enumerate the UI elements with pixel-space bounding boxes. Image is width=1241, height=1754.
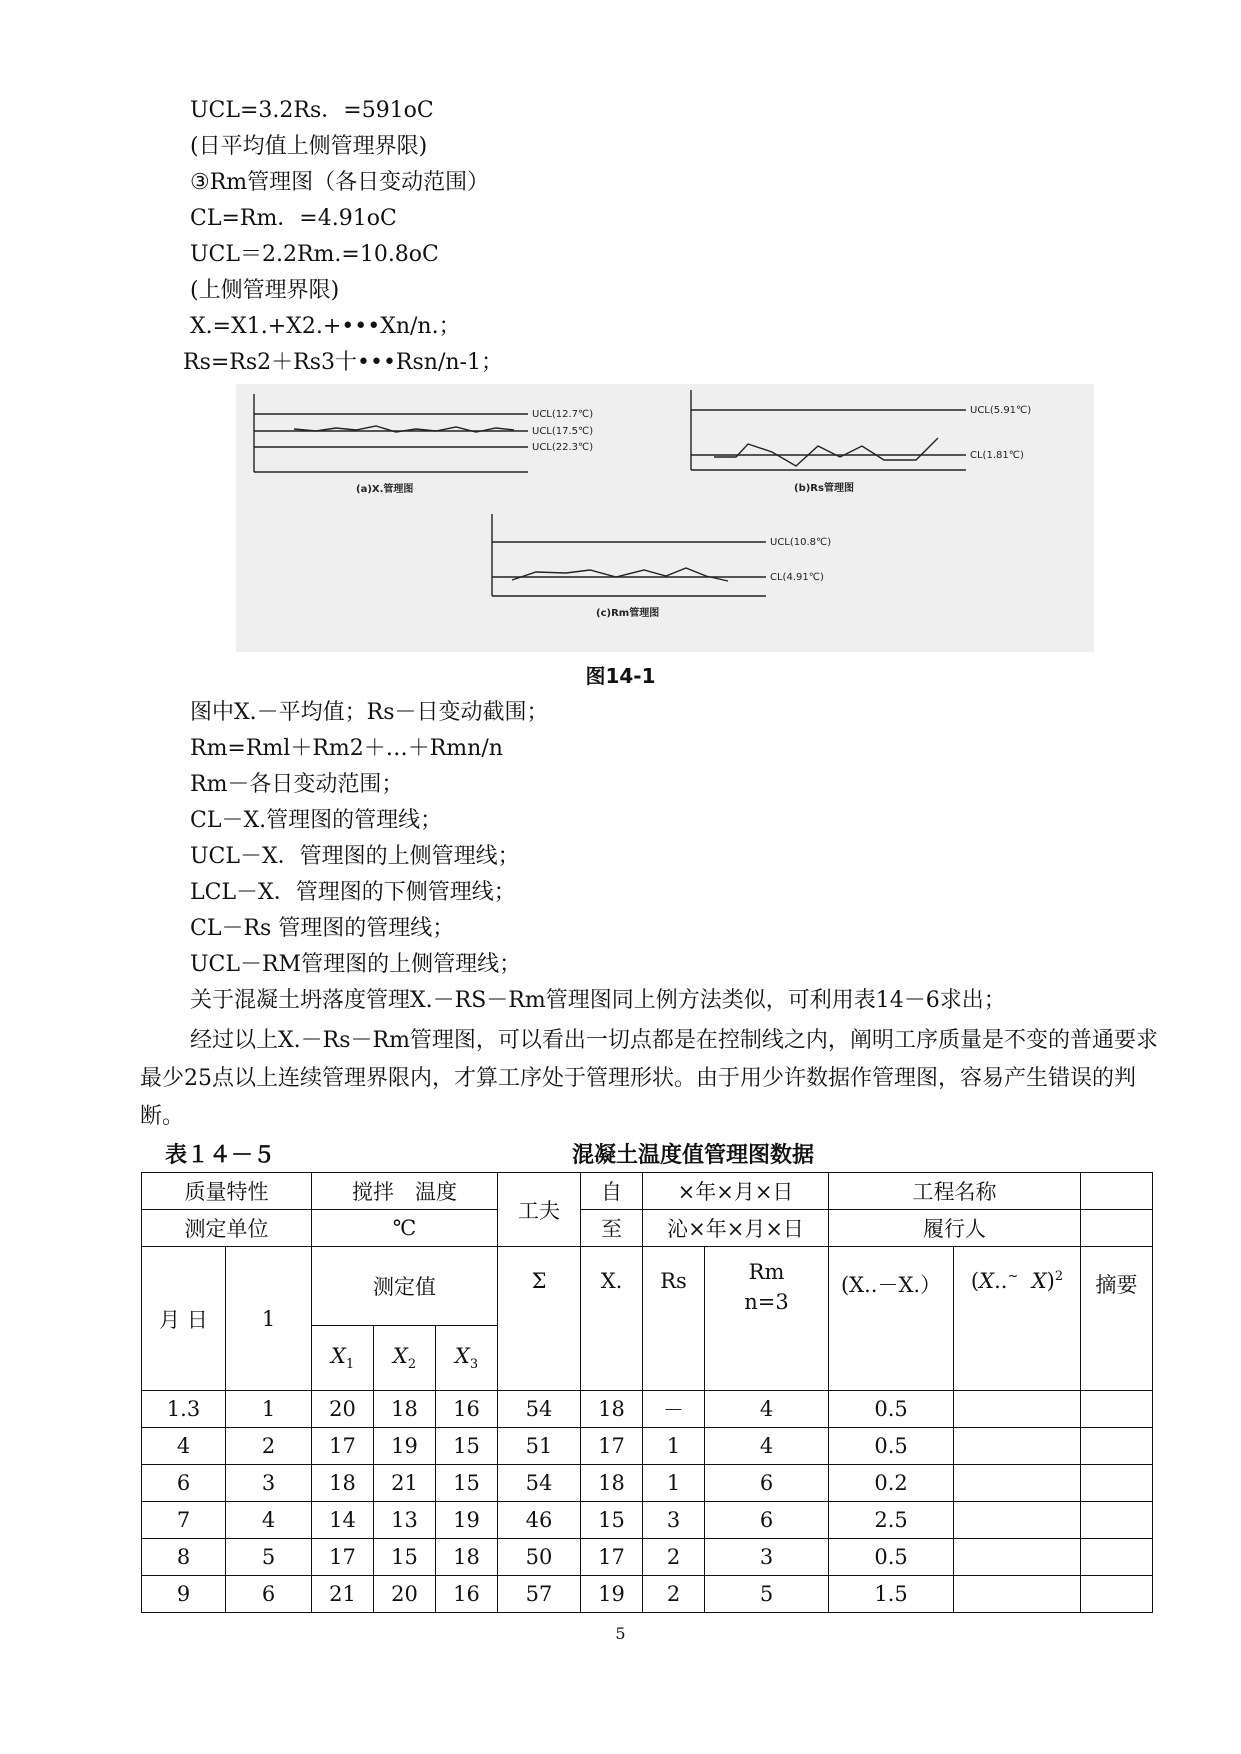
figure-14-1 (236, 384, 1094, 652)
cell-rs: 1 (643, 1465, 705, 1502)
cell-sq (954, 1465, 1081, 1502)
chart-c-label-2: CL(4.91℃) (770, 572, 824, 583)
cell-x1: 21 (312, 1576, 374, 1613)
header-measured-values: 测定值 (312, 1247, 498, 1326)
cell-rs: 1 (643, 1428, 705, 1465)
header-x1: $X_1$ (312, 1326, 374, 1391)
cell-sum: 54 (498, 1465, 581, 1502)
cell-x3: 15 (436, 1465, 498, 1502)
cell-x2: 15 (374, 1539, 436, 1576)
cell-rs: 2 (643, 1539, 705, 1576)
cell-remark (1081, 1391, 1153, 1428)
formula-line: (日平均值上侧管理界限) (190, 134, 428, 159)
header-x3: $X_3$ (436, 1326, 498, 1391)
cell-x3: 16 (436, 1576, 498, 1613)
cell-x2: 20 (374, 1576, 436, 1613)
cell-diff: 0.5 (829, 1391, 954, 1428)
cell-date: 1.3 (142, 1391, 226, 1428)
header-gongfu: 工夫 (498, 1173, 581, 1247)
cell-diff: 0.2 (829, 1465, 954, 1502)
cell-rs: 2 (643, 1576, 705, 1613)
table-row (142, 1502, 1153, 1539)
header-performer: 履行人 (829, 1210, 1081, 1247)
cell-date: 9 (142, 1576, 226, 1613)
cell-sq (954, 1539, 1081, 1576)
header-from-date: ×年×月×日 (643, 1173, 829, 1210)
cell-no: 2 (226, 1428, 312, 1465)
chart-c-caption: (c)Rm管理图 (596, 608, 660, 619)
chart-b-caption: (b)Rs管理图 (794, 483, 854, 494)
page-number: 5 (615, 1624, 626, 1643)
cell-x1: 18 (312, 1465, 374, 1502)
table-row (142, 1576, 1153, 1613)
summary-paragraph: 经过以上X.－Rs－Rm管理图，可以看出一切点都是在控制线之内，阐明工序质量是不变的普通要求最少25点以上连续管理界限内，才算工序处于管理形状。由于用少许数据作管理图，容易产生错误的判断。 (140, 1028, 1158, 1129)
header-remark: 摘要 (1081, 1247, 1153, 1391)
sq-tilde: ~ (1007, 1269, 1019, 1284)
cell-xbar: 15 (581, 1502, 643, 1539)
header-x-mean: X. (581, 1247, 643, 1391)
chart-a-label-1: UCL(12.7℃) (532, 409, 594, 420)
table-row (142, 1428, 1153, 1465)
cell-remark (1081, 1539, 1153, 1576)
header-blank-1 (1081, 1173, 1153, 1210)
cell-x2: 21 (374, 1465, 436, 1502)
text-line: LCL－X．管理图的下侧管理线； (190, 880, 516, 905)
header-rm (705, 1247, 829, 1391)
cell-no: 4 (226, 1502, 312, 1539)
cell-date: 6 (142, 1465, 226, 1502)
table-body (142, 1391, 1153, 1613)
temperature-control-table (141, 1172, 1153, 1613)
cell-x1: 14 (312, 1502, 374, 1539)
cell-x2: 19 (374, 1428, 436, 1465)
header-project-name: 工程名称 (829, 1173, 1081, 1210)
header-blank-2 (1081, 1210, 1153, 1247)
text-line: 图中X.－平均值；Rs－日变动截围； (190, 700, 549, 725)
header-month-day: 月 日 (142, 1247, 226, 1391)
formula-line: UCL＝2.2Rm.=10.8oC (190, 242, 439, 267)
cell-sum: 57 (498, 1576, 581, 1613)
header-unit-value: ℃ (312, 1210, 498, 1247)
chart-b-series-line (714, 438, 938, 466)
cell-rs: 3 (643, 1502, 705, 1539)
cell-x3: 16 (436, 1391, 498, 1428)
text-line: 关于混凝土坍落度管理X.－RS－Rm管理图同上例方法类似，可利用表14－6求出； (190, 988, 1006, 1013)
cell-no: 3 (226, 1465, 312, 1502)
cell-diff: 0.5 (829, 1539, 954, 1576)
cell-x3: 15 (436, 1428, 498, 1465)
sq-x2: X (1031, 1269, 1047, 1293)
chart-a-label-3: UCL(22.3℃) (532, 442, 594, 453)
formula-line: CL=Rm．=4.91oC (190, 206, 397, 231)
cell-remark (1081, 1465, 1153, 1502)
table-row (142, 1391, 1153, 1428)
header-rm-label: Rm (748, 1260, 785, 1284)
header-sum: Σ (498, 1247, 581, 1391)
formula-line: X.=X1.+X2.+•••Xn/n.； (190, 314, 461, 339)
cell-xbar: 17 (581, 1539, 643, 1576)
cell-sum: 51 (498, 1428, 581, 1465)
text-line: Rm－各日变动范围； (190, 772, 404, 797)
chart-c-series-line (512, 568, 728, 581)
header-mix-temperature: 搅拌 温度 (312, 1173, 498, 1210)
cell-rm: 5 (705, 1576, 829, 1613)
cell-date: 4 (142, 1428, 226, 1465)
cell-x2: 13 (374, 1502, 436, 1539)
chart-b-label-1: UCL(5.91℃) (970, 405, 1032, 416)
cell-sum: 50 (498, 1539, 581, 1576)
header-to: 至 (581, 1210, 643, 1247)
cell-rm: 6 (705, 1465, 829, 1502)
cell-rs: － (643, 1391, 705, 1428)
cell-rm: 4 (705, 1391, 829, 1428)
cell-no: 5 (226, 1539, 312, 1576)
cell-sq (954, 1391, 1081, 1428)
cell-rm: 6 (705, 1502, 829, 1539)
cell-remark (1081, 1428, 1153, 1465)
sq-exponent: 2 (1054, 1269, 1064, 1284)
cell-xbar: 17 (581, 1428, 643, 1465)
sq-dots: .. (994, 1269, 1008, 1293)
table-number: 表１４－５ (165, 1143, 276, 1168)
table-row (142, 1465, 1153, 1502)
header-from: 自 (581, 1173, 643, 1210)
header-rs: Rs (643, 1247, 705, 1391)
cell-remark (1081, 1576, 1153, 1613)
text-line: CL－X.管理图的管理线； (190, 808, 443, 833)
figure-caption: 图14-1 (585, 664, 656, 688)
cell-sq (954, 1502, 1081, 1539)
cell-sq (954, 1428, 1081, 1465)
cell-xbar: 18 (581, 1391, 643, 1428)
formula-line: UCL=3.2Rs．=591oC (190, 98, 434, 123)
cell-x2: 18 (374, 1391, 436, 1428)
formula-line: (上侧管理界限) (190, 278, 340, 303)
chart-c-label-1: UCL(10.8℃) (770, 537, 832, 548)
cell-remark (1081, 1502, 1153, 1539)
header-rm-n: n=3 (744, 1290, 789, 1314)
cell-x3: 18 (436, 1539, 498, 1576)
cell-xbar: 19 (581, 1576, 643, 1613)
cell-diff: 0.5 (829, 1428, 954, 1465)
header-x2: $X_2$ (374, 1326, 436, 1391)
header-quality-characteristic: 质量特性 (142, 1173, 312, 1210)
cell-xbar: 18 (581, 1465, 643, 1502)
cell-diff: 2.5 (829, 1502, 954, 1539)
cell-diff: 1.5 (829, 1576, 954, 1613)
text-line: Rm=Rml＋Rm2＋…＋Rmn/n (190, 736, 503, 761)
table-row (142, 1539, 1153, 1576)
cell-x1: 20 (312, 1391, 374, 1428)
cell-rm: 4 (705, 1428, 829, 1465)
cell-x1: 17 (312, 1539, 374, 1576)
cell-sum: 46 (498, 1502, 581, 1539)
cell-no: 6 (226, 1576, 312, 1613)
cell-date: 7 (142, 1502, 226, 1539)
chart-a-caption: (a)X.管理图 (356, 484, 414, 495)
cell-x1: 17 (312, 1428, 374, 1465)
header-to-date: 沁×年×月×日 (643, 1210, 829, 1247)
table-title: 混凝土温度值管理图数据 (572, 1143, 815, 1168)
text-line: CL－Rs 管理图的管理线； (190, 916, 455, 941)
chart-a-label-2: UCL(17.5℃) (532, 426, 594, 437)
cell-sum: 54 (498, 1391, 581, 1428)
formula-line: ③Rm管理图（各日变动范围） (190, 170, 490, 195)
cell-no: 1 (226, 1391, 312, 1428)
formula-line: Rs=Rs2＋Rs3十•••Rsn/n-1； (183, 350, 503, 375)
header-squared-difference: (X..~ X)$^2$ (954, 1247, 1081, 1391)
cell-rm: 3 (705, 1539, 829, 1576)
text-line: UCL－X．管理图的上侧管理线； (190, 844, 520, 869)
cell-sq (954, 1576, 1081, 1613)
chart-b-label-2: CL(1.81℃) (970, 450, 1024, 461)
header-difference: (X..－X.） (829, 1247, 954, 1391)
cell-date: 8 (142, 1539, 226, 1576)
header-one: 1 (226, 1247, 312, 1391)
sq-x1: X (979, 1269, 995, 1293)
control-charts-figure (236, 384, 1094, 652)
text-line: UCL－RM管理图的上侧管理线； (190, 952, 522, 977)
cell-x3: 19 (436, 1502, 498, 1539)
header-measurement-unit: 测定单位 (142, 1210, 312, 1247)
